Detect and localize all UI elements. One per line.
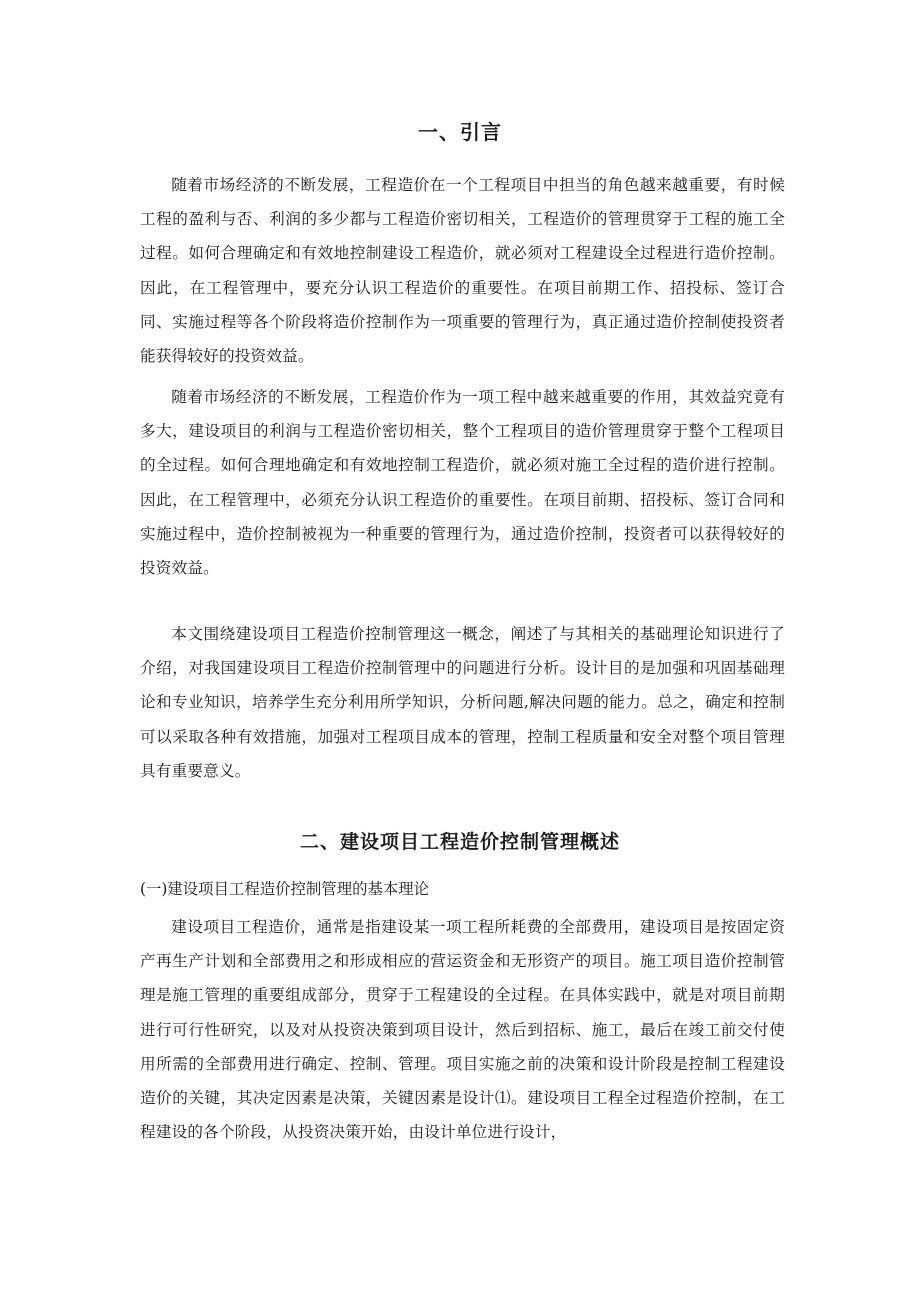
section-heading-introduction: 一、引言: [418, 120, 502, 144]
intro-paragraph-3: 本文围绕建设项目工程造价控制管理这一概念，阐述了与其相关的基础理论知识进行了介绍，对我国建设项目工程造价控制管理中的问题进行分析。设计目的是加强和巩固基础理论和专业知识，培养学生充分利用所学知识，分析问题,解决问题的能力。总之，确定和控制可以采取各种有效措施，加强对工程项目成本的管理，控制工程质量和安全对整个项目管理具有重要意义。: [140, 625, 785, 780]
intro-paragraph-2: 随着市场经济的不断发展，工程造价作为一项工程中越来越重要的作用，其效益究竟有多大，建设项目的利润与工程造价密切相关，整个工程项目的造价管理贯穿于整个工程项目的全过程。如何合理地确定和有效地控制工程造价，就必须对施工全过程的造价进行控制。因此，在工程管理中，必须充分认识工程造价的重要性。在项目前期、招投标、签订合同和实施过程中，造价控制被视为一种重要的管理行为，通过造价控制，投资者可以获得较好的投资效益。: [140, 388, 785, 578]
section-heading-overview: 二、建设项目工程造价控制管理概述: [299, 831, 620, 853]
overview-paragraph-1: 建设项目工程造价，通常是指建设某一项工程所耗费的全部费用，建设项目是按固定资产再生产计划和全部费用之和形成相应的营运资金和无形资产的项目。施工项目造价控制管理是施工管理的重要组成部分，贯穿于工程建设的全过程。在具体实践中，就是对项目前期进行可行性研究，以及对从投资决策到项目设计，然后到招标、施工，最后在竣工前交付使用所需的全部费用进行确定、控制、管理。项目实施之前的决策和设计阶段是控制工程建设造价的关键，其决定因素是决策，关键因素是设计⑴。建设项目工程全过程造价控制，在工程建设的各个阶段，从投资决策开始，由设计单位进行设计，: [140, 918, 785, 1142]
subsection-heading-basic-theory: (一)建设项目工程造价控制管理的基本理论: [140, 880, 430, 898]
intro-paragraph-1: 随着市场经济的不断发展，工程造价在一个工程项目中担当的角色越来越重要，有时候工程的盈利与否、利润的多少都与工程造价密切相关，工程造价的管理贯穿于工程的施工全过程。如何合理确定和有效地控制建设工程造价，就必须对工程建设全过程进行造价控制。因此，在工程管理中，要充分认识工程造价的重要性。在项目前期工作、招投标、签订合同、实施过程等各个阶段将造价控制作为一项重要的管理行为，真正通过造价控制使投资者能获得较好的投资效益。: [140, 176, 785, 366]
